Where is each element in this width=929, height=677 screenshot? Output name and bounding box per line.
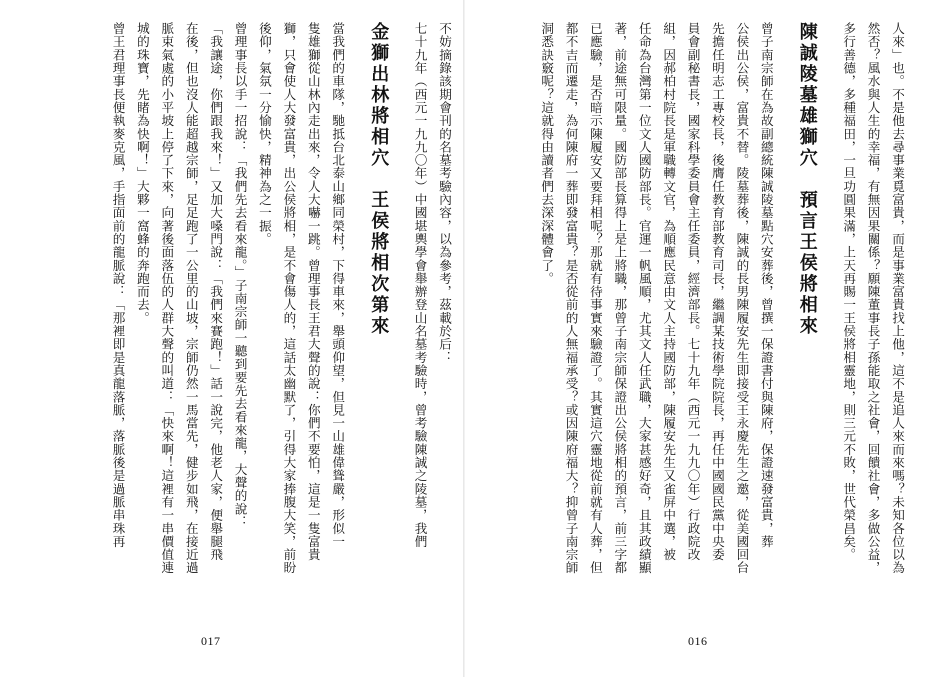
text-column: 「我讓途，你們跟我來！」又加大嗓門說：「我們來賽跑！」話一說完，他老人家，便舉腿飛 <box>208 22 224 562</box>
text-column: 在後，但也沒人能超越宗師，足足跑了一公里的山坡，宗師仍然一馬當先，健步如飛，在接近過 <box>183 22 199 575</box>
page-number: 017 <box>201 634 221 648</box>
text-column: 任命為台灣第一位文人國防部長。官運一帆風順，尤其文人任武職，大家甚感好奇，且其政績顯 <box>636 22 652 575</box>
text-column: 都不吉而遷走，為何陳府一葬即發富貴？是否從前的人無福承受？或因陳府福大？抑曾子南宗師 <box>563 22 579 575</box>
text-column: 多行善德，多種福田，一旦功圓果滿，上天再賜一王侯將相靈地，則三元不敗，世代榮昌矣。 <box>841 22 857 562</box>
text-column: 曾子南宗師在為故副總統陳誠陵墓點穴安葬後，曾撰一保證書付與陳府，保證速發富貴，葬 <box>758 22 774 548</box>
column-spacer <box>822 22 836 614</box>
text-column: 七十九年（西元一九九〇年）中國堪輿學會舉辦登山名墓考驗時，曾考驗陳誠之陵墓，我們 <box>412 22 428 548</box>
text-column: 脈束氣處的小平坡上停了下來，向著後面落伍的人群大聲的叫道：「快來啊！這裡有一串價值連 <box>159 22 175 575</box>
text-column: 已應驗，是否暗示陳履安又要拜相呢？那就有待事實來驗證了。其實這穴靈地從前就有人葬，但 <box>587 22 603 575</box>
text-column: 隻雄獅從山林內走出來，令人大嚇一跳。曾理事長王君大聲的說：你們不要怕，這是一隻富貴 <box>305 22 321 562</box>
text-column: 當我們的車隊，馳抵台北泰山鄉同榮村，下得車來，舉頭仰望，但見一山雄偉聳嚴，形似一 <box>330 22 346 548</box>
text-column: 員會副秘書長，國家科學委員會主任委員，經濟部長。七十九年（西元一九九〇年）行政院改 <box>685 22 701 562</box>
text-column: 先擔任明志工專校長，後膺任教育部教育司長，繼調某技術學院院長，再任中國國民黨中央委 <box>709 22 725 562</box>
text-column: 曾王君理事長便執麥克風，手指面前的龍脈說：「那裡即是真龍落脈，落脈後是過脈串珠再 <box>110 22 126 548</box>
text-column: 著，前途無可限量。國防部長算得上是上將職，那曾子南宗師保證出公侯將相的預言，前三字都 <box>612 22 628 575</box>
section-heading: 陳誠陵墓雄獅穴 預言王侯將相來 <box>796 22 818 337</box>
text-column: 後仰，氣氛一分愉快，精神為之一振。 <box>256 22 272 246</box>
text-column: 組，因郝柏村院長是軍職轉文官，為順應民意由文人主持國防部，陳履安先生又雀屏中選，被 <box>661 22 677 562</box>
text-column: 人來」也。不是他去尋事業覓富貴，而是事業富貴找上他，這不是追人來而來嗎？未知各位以為 <box>890 22 905 575</box>
text-column: 洞悉訣竅呢？這就得由讀者們去深深體會了。 <box>539 22 555 285</box>
left-page <box>0 0 464 677</box>
right-page-text-columns <box>479 22 909 612</box>
section-heading: 金獅出林將相穴 王侯將相次第來 <box>368 22 390 337</box>
column-spacer <box>393 22 407 614</box>
text-column: 城的珠寶，先睹為快啊！」大夥一窩蜂的奔跑而去。 <box>134 22 150 325</box>
text-column: 不妨摘錄該期會刊的名墓考驗內容，以為參考，茲載於后： <box>437 22 452 364</box>
text-column: 曾理事長以手一招說：「我們先去看來龍。」子南宗師一聽到要先去看來龍，大聲的說： <box>232 22 248 529</box>
text-column: 然否？風水與人生的幸福，有無因果關係？願陳董事長子孫能取之社會，回饋社會，多做公益， <box>865 22 881 575</box>
left-page-text-columns <box>6 22 456 612</box>
page-number: 016 <box>688 634 708 648</box>
text-column: 獅，只會使人大發富貴，出公侯將相，是不會傷人的，這話太幽默了，引得大家捧腹大笑，前盼 <box>281 22 297 575</box>
right-page <box>465 0 929 677</box>
text-column: 公侯出公侯，富貴不替。陵墓葬後，陳誠的長男陳履安先生即接受王永慶先生之邀，從美國回台 <box>734 22 750 575</box>
column-spacer <box>778 22 792 614</box>
column-spacer <box>349 22 363 614</box>
